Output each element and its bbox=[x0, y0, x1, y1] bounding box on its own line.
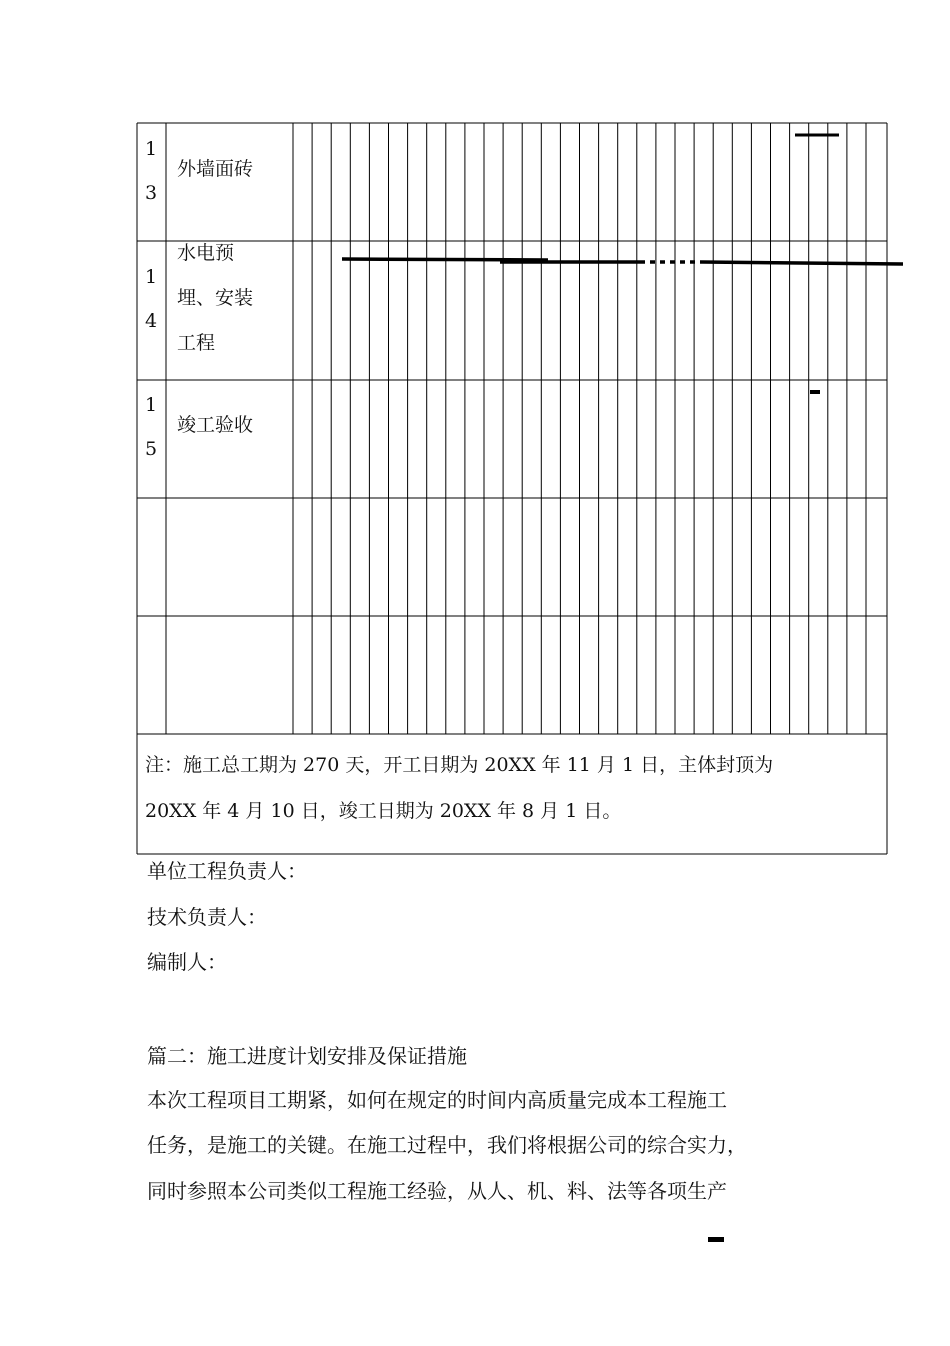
tech-leader-label: 技术负责人： bbox=[147, 905, 267, 929]
row-15-task-name: 竣工验收 bbox=[177, 414, 254, 436]
row-14-task-name-line-3: 工程 bbox=[177, 332, 216, 354]
paragraph-line-2: 任务，是施工的关键。在施工过程中，我们将根据公司的综合实力， bbox=[147, 1133, 747, 1157]
row-15-no-digit-1: 1 bbox=[145, 394, 158, 416]
section-title: 篇二：施工进度计划安排及保证措施 bbox=[147, 1044, 467, 1068]
paragraph-line-3: 同时参照本公司类似工程施工经验，从人、机、料、法等各项生产 bbox=[147, 1179, 727, 1203]
row-13-no-digit-1: 1 bbox=[145, 138, 158, 160]
row-15-no-digit-2: 5 bbox=[145, 438, 158, 460]
row-14-no-digit-2: 4 bbox=[145, 310, 158, 332]
stray-dash-mark bbox=[708, 1237, 724, 1242]
schedule-note-line-1: 注：施工总工期为 270 天，开工日期为 20XX 年 11 月 1 日，主体封顶为 bbox=[145, 754, 774, 776]
unit-leader-label: 单位工程负责人： bbox=[147, 859, 307, 883]
row-13-task-name: 外墙面砖 bbox=[177, 158, 254, 180]
row-13-no-digit-2: 3 bbox=[145, 182, 158, 204]
row-14-task-name-line-2: 埋、安装 bbox=[177, 287, 254, 309]
row-14-task-name-line-1: 水电预 bbox=[177, 242, 235, 264]
bar-row-14-segment-3 bbox=[702, 262, 903, 264]
schedule-note-line-2: 20XX 年 4 月 10 日，竣工日期为 20XX 年 8 月 1 日。 bbox=[145, 800, 622, 822]
paragraph-line-1: 本次工程项目工期紧，如何在规定的时间内高质量完成本工程施工 bbox=[147, 1088, 727, 1112]
editor-label: 编制人： bbox=[147, 950, 227, 974]
row-14-no-digit-1: 1 bbox=[145, 266, 158, 288]
bar-row-14-segment-1 bbox=[342, 259, 548, 260]
